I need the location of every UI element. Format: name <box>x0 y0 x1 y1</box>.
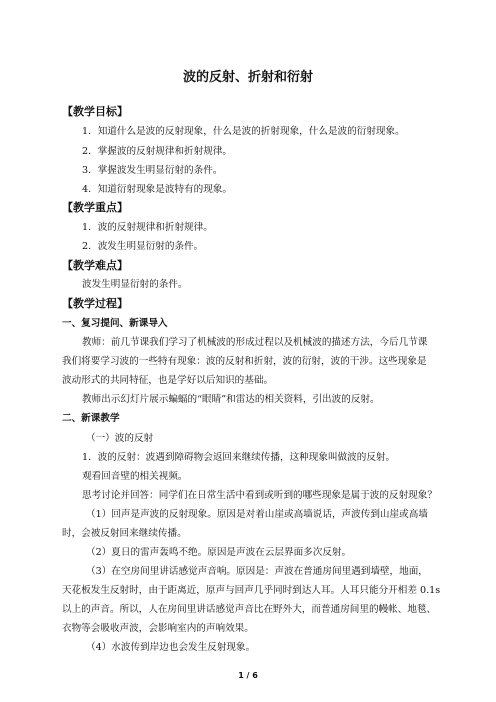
paragraph-line: （2）夏日的雷声轰鸣不绝。原因是声波在云层界面多次反射。 <box>86 547 352 558</box>
paragraph-line: 波动形式的共同特征，也是学好以后知识的基础。 <box>62 375 274 386</box>
paragraph-line: 衣物等会吸收声波，会影响室内的声响效果。 <box>62 623 254 634</box>
paragraph-line: 天花板发生反射时，由于距离近，原声与回声几乎同时到达人耳。人耳只能分开相差 0.1s <box>62 585 441 596</box>
paragraph-line: 教师出示幻灯片展示蝙蝠的“眼睛”和雷达的相关资料，引出波的反射。 <box>82 394 380 405</box>
paragraph-line: 时，会被反射回来继续传播。 <box>62 528 187 539</box>
paragraph-line: 1．知道什么是波的反射现象，什么是波的折射现象，什么是波的衍射现象。 <box>82 126 405 137</box>
subheading-review: 一、复习提问、新课导入 <box>62 318 168 329</box>
paragraph-line: 2．掌握波的反射规律和折射规律。 <box>82 146 233 157</box>
section-heading-difficulties: 【教学难点】 <box>62 259 128 272</box>
paragraph-line: 教师：前几节课我们学习了机械波的形成过程以及机械波的描述方法，今后几节课 <box>82 337 428 348</box>
paragraph-line: （1）回声是声波的反射现象。原因是对着山崖或高墙说话，声波传到山崖或高墙 <box>86 509 428 520</box>
document-title: 波的反射、折射和衍射 <box>182 70 313 85</box>
section-heading-objectives: 【教学目标】 <box>62 105 128 118</box>
page-number: 1 / 6 <box>238 671 258 680</box>
paragraph-line: 观看回音壁的相关视频。 <box>82 471 188 482</box>
paragraph-line: 思考讨论并回答：同学们在日常生活中看到或听到的哪些现象是属于波的反射现象？ <box>82 490 437 501</box>
paragraph-line: 4．知道衍射现象是波特有的现象。 <box>82 184 233 195</box>
paragraph-line: 3．掌握波发生明显衍射的条件。 <box>82 165 223 176</box>
paragraph-line: 2．波发生明显衍射的条件。 <box>82 241 204 252</box>
section-heading-key-points: 【教学重点】 <box>62 201 128 214</box>
paragraph-line: 以上的声音。所以，人在房间里讲话感觉声音比在野外大，而普通房间里的幔帐、地毯、 <box>62 604 437 615</box>
paragraph-line: 波发生明显衍射的条件。 <box>82 279 188 290</box>
paragraph-line: （4）水波传到岸边也会发生反射现象。 <box>86 642 256 653</box>
subsection-wave-reflection: （一）波的反射 <box>86 433 154 444</box>
paragraph-line: 1．波的反射规律和折射规律。 <box>82 222 213 233</box>
paragraph-line: 1．波的反射：波遇到障碍物会返回来继续传播，这种现象叫做波的反射。 <box>82 452 396 463</box>
paragraph-line: （3）在空房间里讲话感觉声音响。原因是：声波在普通房间里遇到墙壁，地面， <box>86 566 428 577</box>
subheading-new-lesson: 二、新课教学 <box>62 413 120 424</box>
section-heading-process: 【教学过程】 <box>62 297 128 310</box>
paragraph-line: 我们将要学习波的一些特有现象：波的反射和折射，波的衍射，波的干涉。这些现象是 <box>62 356 427 367</box>
